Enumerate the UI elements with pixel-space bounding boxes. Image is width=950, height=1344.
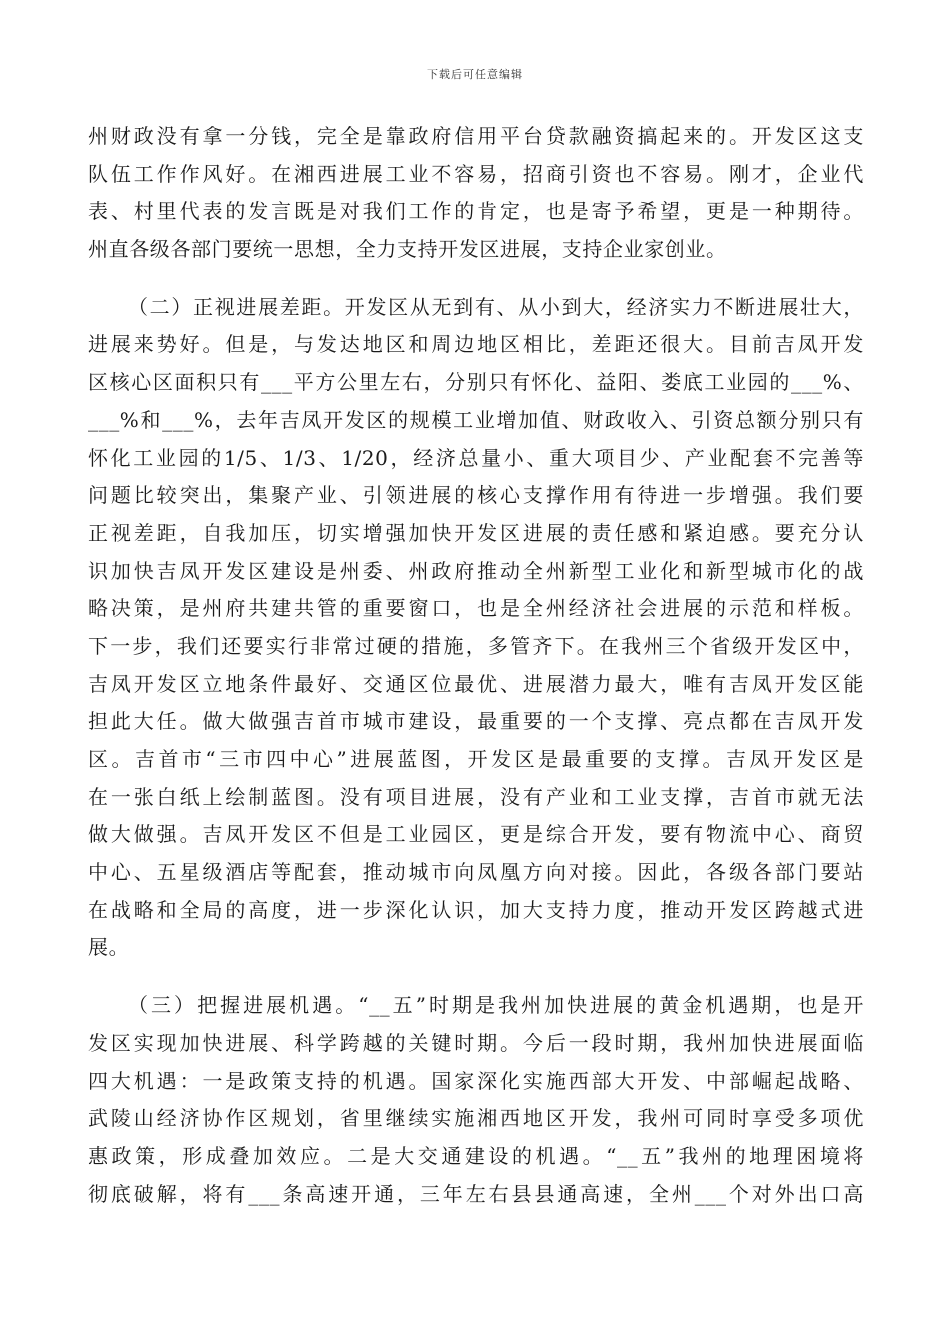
document-body <box>88 118 864 1213</box>
text-line: 表、村里代表的发言既是对我们工作的肯定，也是寄予希望，更是一种期待。 <box>88 199 864 224</box>
text-line: 武陵山经济协作区规划，省里继续实施湘西地区开发，我州可同时享受多项优 <box>88 1106 864 1131</box>
text-line: 略决策，是州府共建共管的重要窗口，也是全州经济社会进展的示范和样板。 <box>88 596 864 621</box>
text-line: 识加快吉凤开发区建设是州委、州政府推动全州新型工业化和新型城市化的战 <box>88 558 864 583</box>
paragraph-spacer <box>88 269 864 289</box>
paragraph-3 <box>88 987 864 1213</box>
text-line: ___%和___%，去年吉凤开发区的规模工业增加值、财政收入、引资总额分别只有 <box>88 407 864 432</box>
text-line: 做大做强。吉凤开发区不但是工业园区，更是综合开发，要有物流中心、商贸 <box>88 822 864 847</box>
paragraph-2 <box>88 289 864 967</box>
text-line: 在一张白纸上绘制蓝图。没有项目进展，没有产业和工业支撑，吉首市就无法 <box>88 784 864 809</box>
text-line: 发区实现加快进展、科学跨越的关键时期。今后一段时期，我州加快进展面临 <box>88 1030 864 1055</box>
text-line: 进展来势好。但是，与发达地区和周边地区相比，差距还很大。目前吉凤开发 <box>88 332 864 357</box>
text-line: 问题比较突出，集聚产业、引领进展的核心支撑作用有待进一步增强。我们要 <box>88 483 864 508</box>
text-line: （三）把握进展机遇。“__五”时期是我州加快进展的黄金机遇期，也是开 <box>128 993 864 1018</box>
text-line: （二）正视进展差距。开发区从无到有、从小到大，经济实力不断进展壮大， <box>128 294 864 319</box>
text-line: 队伍工作作风好。在湘西进展工业不容易，招商引资也不容易。刚才，企业代 <box>88 161 864 186</box>
text-line: 四大机遇：一是政策支持的机遇。国家深化实施西部大开发、中部崛起战略、 <box>88 1068 864 1093</box>
text-line: 担此大任。做大做强吉首市城市建设，最重要的一个支撑、亮点都在吉凤开发 <box>88 709 864 734</box>
text-line: 区。吉首市“三市四中心”进展蓝图，开发区是最重要的支撑。吉凤开发区是 <box>88 747 864 771</box>
text-line: 州直各级各部门要统一思想，全力支持开发区进展，支持企业家创业。 <box>88 237 727 262</box>
text-line: 州财政没有拿一分钱，完全是靠政府信用平台贷款融资搞起来的。开发区这支 <box>88 124 864 148</box>
text-line: 彻底破解，将有___条高速开通，三年左右县县通高速，全州___个对外出口高 <box>88 1181 864 1206</box>
text-line: 中心、五星级酒店等配套，推动城市向凤凰方向对接。因此，各级各部门要站 <box>88 860 864 885</box>
text-line: 下一步，我们还要实行非常过硬的措施，多管齐下。在我州三个省级开发区中， <box>88 633 864 658</box>
text-line: 惠政策，形成叠加效应。二是大交通建设的机遇。“__五”我州的地理困境将 <box>88 1143 864 1168</box>
text-line: 在战略和全局的高度，进一步深化认识，加大支持力度，推动开发区跨越式进 <box>88 897 864 922</box>
paragraph-spacer <box>88 967 864 987</box>
text-line: 怀化工业园的1/5、1/3、1/20，经济总量小、重大项目少、产业配套不完善等 <box>88 445 864 470</box>
text-line: 区核心区面积只有___平方公里左右，分别只有怀化、益阳、娄底工业园的___%、 <box>88 370 864 395</box>
text-line: 正视差距，自我加压，切实增强加快开发区进展的责任感和紧迫感。要充分认 <box>88 520 864 545</box>
text-line: 展。 <box>88 935 130 960</box>
page-header-note: 下载后可任意编辑 <box>427 68 523 81</box>
text-line: 吉凤开发区立地条件最好、交通区位最优、进展潜力最大，唯有吉凤开发区能 <box>88 671 864 696</box>
paragraph-1 <box>88 118 864 269</box>
